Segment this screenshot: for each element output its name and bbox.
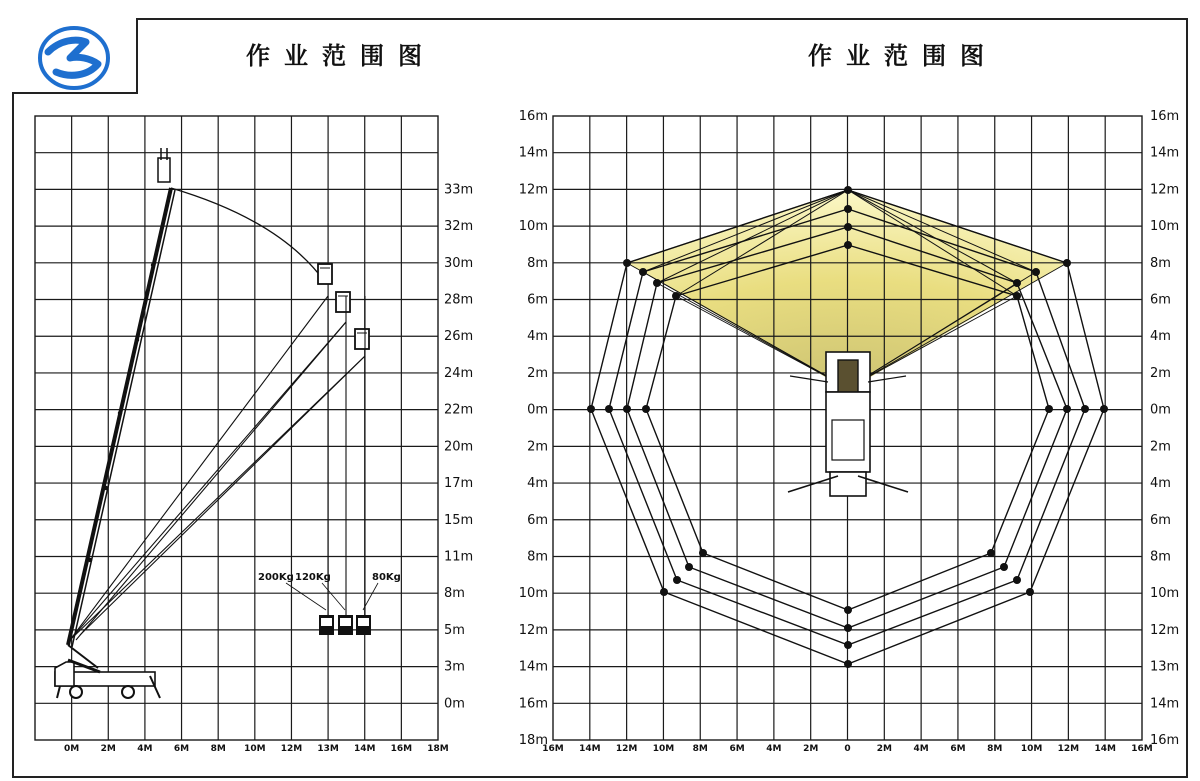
left-y-label: 5m xyxy=(444,622,465,638)
right-y-label-left: 16m xyxy=(518,109,548,124)
outrigger xyxy=(790,376,828,382)
bottom-basket-window xyxy=(358,618,369,626)
left-grid-border xyxy=(35,116,438,740)
left-x-label: 12M xyxy=(280,744,303,754)
range-point xyxy=(1026,588,1034,596)
range-point xyxy=(844,624,852,632)
right-x-label: 8M xyxy=(987,744,1003,754)
right-x-label: 8M xyxy=(692,744,708,754)
right-x-label: 0 xyxy=(844,744,851,754)
truck-cab xyxy=(55,662,74,686)
right-x-label: 2M xyxy=(803,744,819,754)
right-y-label-right: 2m xyxy=(1150,439,1171,455)
right-y-label-left: 14m xyxy=(518,145,548,161)
left-y-axis-labels xyxy=(444,182,473,711)
right-x-label: 10M xyxy=(652,744,675,754)
load-label: 120Kg xyxy=(295,572,331,583)
right-y-label-right: 4m xyxy=(1150,476,1171,492)
bottom-basket-window xyxy=(321,618,332,626)
right-y-label-right: 16m xyxy=(1150,109,1180,124)
range-point xyxy=(587,405,595,413)
right-x-axis-labels xyxy=(542,744,1153,754)
left-x-label: 10M xyxy=(244,744,266,754)
boom-joint xyxy=(135,338,139,342)
load-label: 200Kg xyxy=(258,572,294,583)
right-x-label: 16M xyxy=(542,744,564,754)
right-x-label: 10M xyxy=(1020,744,1043,754)
range-point xyxy=(844,660,852,668)
right-x-label: 4M xyxy=(913,744,929,754)
truck-wheel xyxy=(122,686,134,698)
right-x-label: 4M xyxy=(766,744,782,754)
left-y-label: 3m xyxy=(444,659,465,675)
right-y-axis-labels-right xyxy=(1150,109,1179,748)
range-point xyxy=(844,641,852,649)
right-y-label-left: 4m xyxy=(527,329,548,345)
left-x-axis-labels xyxy=(64,744,449,754)
range-point xyxy=(987,549,995,557)
left-y-label: 11m xyxy=(444,549,474,565)
right-x-label: 14M xyxy=(1094,744,1116,754)
left-y-label: 32m xyxy=(444,219,474,235)
range-point xyxy=(1100,405,1108,413)
range-point xyxy=(844,205,852,213)
right-y-label-right: 8m xyxy=(1150,255,1171,271)
right-x-label: 14M xyxy=(579,744,601,754)
boom-joint xyxy=(104,486,108,490)
range-point xyxy=(699,549,707,557)
right-x-label: 6M xyxy=(729,744,745,754)
range-point xyxy=(1081,405,1089,413)
left-x-label: 14M xyxy=(353,744,376,754)
left-x-label: 2M xyxy=(100,744,116,754)
right-y-label-left: 16m xyxy=(518,696,548,712)
right-title: 作业范围图 xyxy=(808,42,998,70)
left-y-label: 22m xyxy=(444,402,474,418)
left-y-label: 26m xyxy=(444,329,474,345)
bottom-basket-window xyxy=(340,618,351,626)
right-y-label-left: 8m xyxy=(527,549,548,565)
right-y-label-left: 4m xyxy=(527,476,548,492)
right-y-label-left: 12m xyxy=(518,182,548,198)
right-y-label-right: 6m xyxy=(1150,512,1171,528)
right-y-label-right: 4m xyxy=(1150,329,1171,345)
right-x-label: 16M xyxy=(1131,744,1153,754)
left-y-label: 20m xyxy=(444,439,474,455)
left-y-label: 24m xyxy=(444,365,474,381)
right-y-label-right: 13m xyxy=(1150,659,1180,675)
left-x-label: 18M xyxy=(427,744,449,754)
outrigger xyxy=(868,376,906,382)
range-point xyxy=(623,405,631,413)
right-y-label-right: 14m xyxy=(1150,696,1180,712)
range-point xyxy=(1000,563,1008,571)
left-x-label: 4M xyxy=(137,744,153,754)
right-y-label-left: 18m xyxy=(518,733,548,748)
right-y-label-right: 10m xyxy=(1150,586,1180,602)
left-y-label: 8m xyxy=(444,586,465,602)
range-point xyxy=(844,606,852,614)
right-y-label-right: 10m xyxy=(1150,219,1180,235)
right-x-label: 12M xyxy=(615,744,638,754)
range-point xyxy=(1063,405,1071,413)
truck-top-view xyxy=(788,352,908,496)
left-x-label: 8M xyxy=(210,744,226,754)
right-y-label-right: 8m xyxy=(1150,549,1171,565)
load-label: 80Kg xyxy=(372,572,401,583)
boom-joint xyxy=(88,558,92,562)
right-y-label-right: 12m xyxy=(1150,622,1180,638)
right-y-label-right: 16m xyxy=(1150,733,1180,748)
right-y-label-left: 8m xyxy=(527,255,548,271)
range-point xyxy=(605,405,613,413)
right-y-label-right: 6m xyxy=(1150,292,1171,308)
left-x-label: 6M xyxy=(173,744,190,754)
truck-wheel xyxy=(70,686,82,698)
left-y-label: 33m xyxy=(444,182,474,198)
left-x-label: 0M xyxy=(64,744,80,754)
left-grid xyxy=(35,116,438,740)
right-y-label-left: 12m xyxy=(518,622,548,638)
right-y-label-right: 12m xyxy=(1150,182,1180,198)
basket xyxy=(355,329,369,349)
truck-cab-top xyxy=(830,472,866,496)
range-point xyxy=(1013,576,1021,584)
range-point xyxy=(642,405,650,413)
right-y-label-left: 10m xyxy=(518,586,548,602)
left-y-label: 17m xyxy=(444,476,474,492)
right-x-label: 6M xyxy=(950,744,966,754)
right-y-label-right: 2m xyxy=(1150,365,1171,381)
left-y-label: 0m xyxy=(444,696,465,712)
right-y-label-left: 6m xyxy=(527,292,548,308)
left-title: 作业范围图 xyxy=(246,42,436,70)
right-y-label-right: 0m xyxy=(1150,402,1171,418)
range-point xyxy=(1045,405,1053,413)
right-y-label-left: 10m xyxy=(518,219,548,235)
range-point xyxy=(660,588,668,596)
right-y-label-left: 6m xyxy=(527,512,548,528)
load-leader xyxy=(322,583,345,610)
right-y-label-right: 14m xyxy=(1150,145,1180,161)
basket xyxy=(318,264,332,284)
reach-arc xyxy=(171,188,325,282)
boom-joint xyxy=(151,263,155,267)
range-point xyxy=(685,563,693,571)
truck-outrigger xyxy=(57,686,60,698)
right-y-label-left: 2m xyxy=(527,439,548,455)
right-y-axis-labels-left xyxy=(519,109,548,748)
range-point xyxy=(844,223,852,231)
range-point xyxy=(673,576,681,584)
right-x-label: 2M xyxy=(876,744,892,754)
left-y-label: 28m xyxy=(444,292,474,308)
basket xyxy=(336,292,350,312)
reach-line xyxy=(76,322,346,640)
right-y-label-left: 2m xyxy=(527,365,548,381)
boom-joint xyxy=(118,411,122,415)
left-y-label: 30m xyxy=(444,255,474,271)
boom-main xyxy=(68,188,171,645)
top-platform xyxy=(158,158,170,182)
reach-line xyxy=(70,322,346,640)
right-y-label-left: 14m xyxy=(518,659,548,675)
right-y-label-left: 0m xyxy=(527,402,548,418)
truck-side-view xyxy=(55,645,160,698)
left-x-label: 16M xyxy=(390,744,413,754)
right-x-label: 12M xyxy=(1057,744,1080,754)
left-x-label: 13M xyxy=(317,744,339,754)
range-point xyxy=(844,241,852,249)
left-boom-diagram xyxy=(55,148,401,698)
left-y-label: 15m xyxy=(444,512,474,528)
